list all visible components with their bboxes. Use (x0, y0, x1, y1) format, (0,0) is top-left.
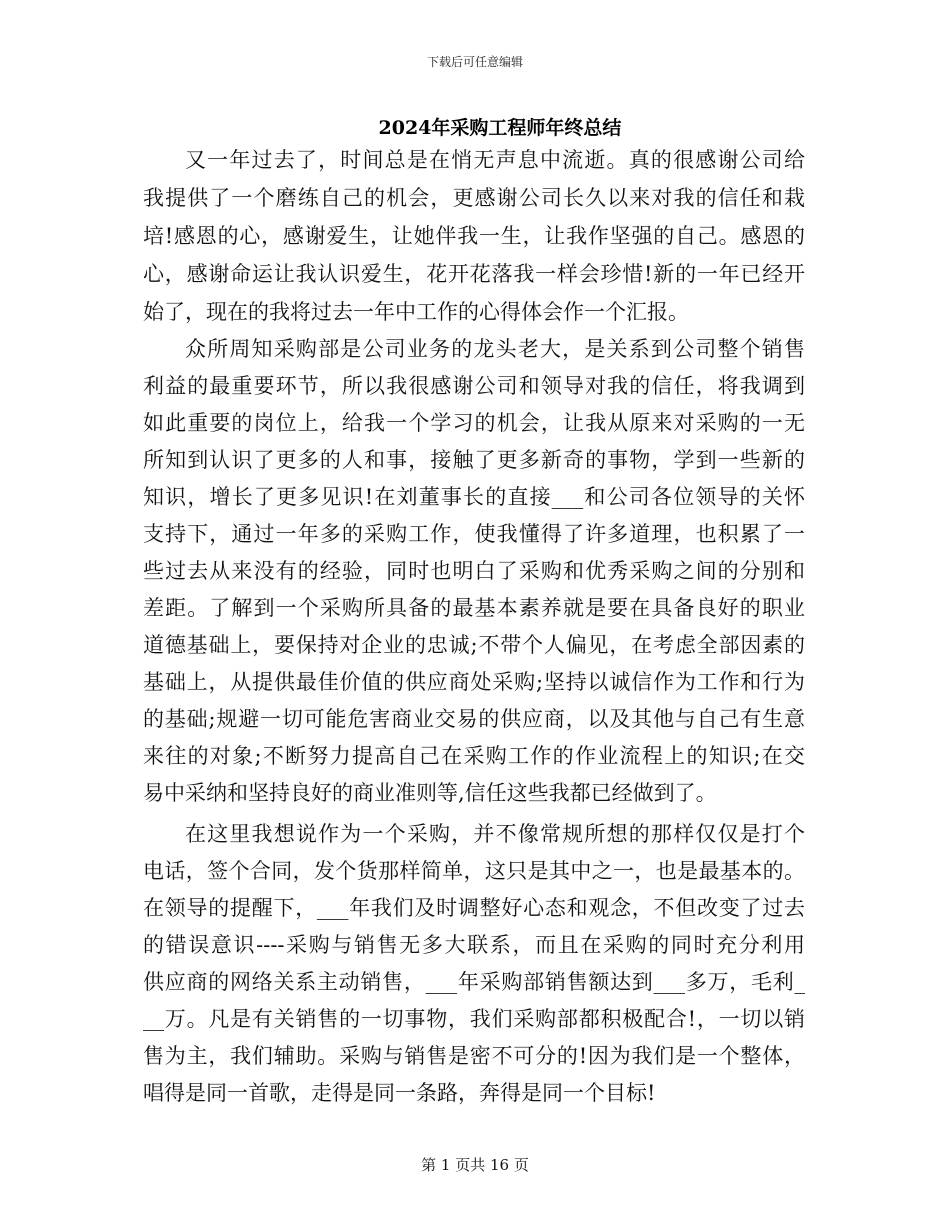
body-text-line: 培!感恩的心，感谢爱生，让她伴我一生，让我作坚强的自己。感恩的 (143, 224, 805, 248)
paragraph-3 (143, 816, 805, 1112)
body-text-line: 的错误意识----采购与销售无多大联系，而且在采购的同时充分利用 (143, 933, 805, 957)
paragraph-2 (143, 331, 805, 812)
body-text-line: 如此重要的岗位上，给我一个学习的机会，让我从原来对采购的一无 (143, 411, 805, 435)
body-text-line: 支持下，通过一年多的采购工作，使我懂得了许多道理，也积累了一 (143, 522, 805, 546)
body-text-line: 供应商的网络关系主动销售，___年采购部销售额达到___多万，毛利_ (143, 970, 805, 994)
body-text-line: 利益的最重要环节，所以我很感谢公司和领导对我的信任，将我调到 (143, 374, 805, 398)
body-text-line: 知识，增长了更多见识!在刘董事长的直接___和公司各位领导的关怀 (143, 485, 805, 509)
page-header-note: 下载后可任意编辑 (426, 55, 523, 69)
body-text-line: 易中采纳和坚持良好的商业准则等,信任这些我都已经做到了。 (143, 781, 717, 805)
body-text-line: 售为主，我们辅助。采购与销售是密不可分的!因为我们是一个整体， (143, 1044, 805, 1068)
body-text-line: 道德基础上，要保持对企业的忠诚;不带个人偏见，在考虑全部因素的 (143, 633, 805, 657)
document-body (143, 141, 805, 1112)
paragraph-1 (143, 141, 805, 331)
body-text-line: 始了，现在的我将过去一年中工作的心得体会作一个汇报。 (143, 300, 689, 324)
body-text-line: 众所周知采购部是公司业务的龙头老大，是关系到公司整个销售 (185, 337, 805, 361)
document-title: 2024年采购工程师年终总结 (378, 117, 622, 139)
body-text-line: 电话，签个合同，发个货那样简单，这只是其中之一，也是最基本的。 (143, 859, 805, 883)
body-text-line: __万。凡是有关销售的一切事物，我们采购部都积极配合!，一切以销 (143, 1007, 805, 1031)
body-text-line: 又一年过去了，时间总是在悄无声息中流逝。真的很感谢公司给 (185, 148, 805, 172)
body-text-line: 的基础;规避一切可能危害商业交易的供应商，以及其他与自己有生意 (143, 707, 805, 731)
body-text-line: 在领导的提醒下，___年我们及时调整好心态和观念，不但改变了过去 (143, 896, 805, 920)
page-number-footer: 第 1 页共 16 页 (421, 1156, 529, 1174)
body-text-line: 基础上，从提供最佳价值的供应商处采购;坚持以诚信作为工作和行为 (143, 670, 805, 694)
body-text-line: 些过去从来没有的经验，同时也明白了采购和优秀采购之间的分别和 (143, 559, 805, 583)
body-text-line: 心，感谢命运让我认识爱生，花开花落我一样会珍惜!新的一年已经开 (143, 262, 805, 286)
body-text-line: 差距。了解到一个采购所具备的最基本素养就是要在具备良好的职业 (143, 596, 805, 620)
body-text-line: 所知到认识了更多的人和事，接触了更多新奇的事物，学到一些新的 (143, 448, 805, 472)
body-text-line: 唱得是同一首歌，走得是同一条路，奔得是同一个目标! (143, 1081, 656, 1105)
body-text-line: 我提供了一个磨练自己的机会，更感谢公司长久以来对我的信任和栽 (143, 186, 805, 210)
body-text-line: 来往的对象;不断努力提高自己在采购工作的作业流程上的知识;在交 (143, 744, 805, 768)
body-text-line: 在这里我想说作为一个采购，并不像常规所想的那样仅仅是打个 (185, 822, 805, 846)
